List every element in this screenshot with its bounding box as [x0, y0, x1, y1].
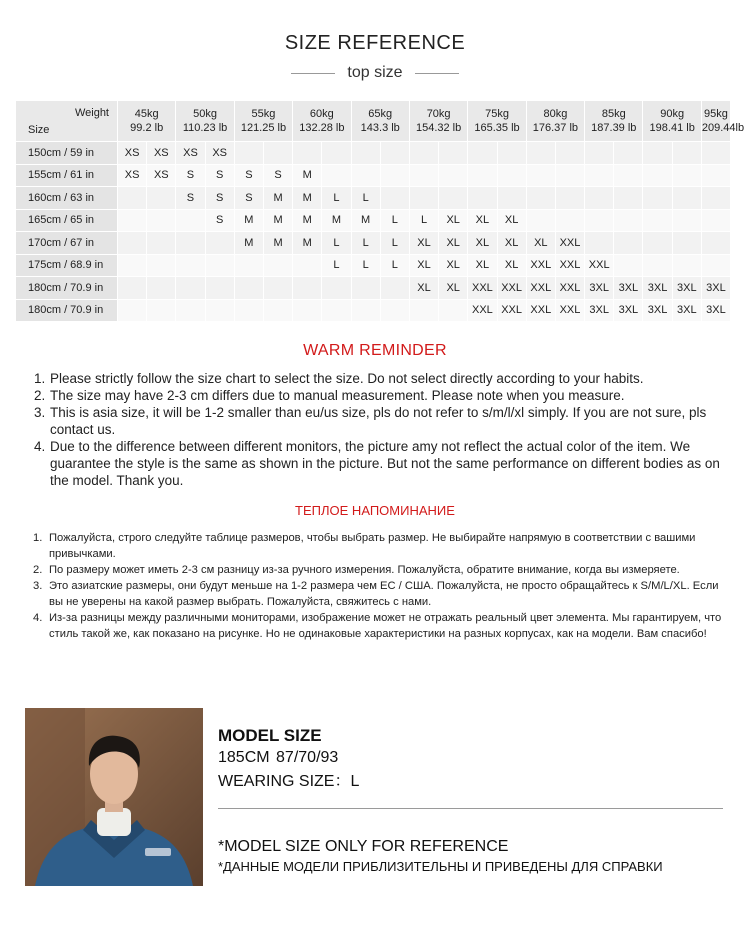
list-number: 1.: [34, 371, 46, 386]
size-cell: L: [351, 187, 380, 210]
list-text: Due to the difference between different monitors, the picture amy not reflect the actual color of the item. We guarantee the style is the same as shown in the picture. But not the same performance on different bodies as on the model. Thank you.: [50, 439, 720, 488]
size-cell: [439, 299, 468, 322]
size-cell: [176, 254, 205, 277]
size-cell: [293, 277, 322, 300]
size-cell: [643, 164, 672, 187]
size-cell: [468, 187, 497, 210]
size-cell: [614, 232, 643, 255]
weight-header: Weight: [74, 107, 109, 119]
warm-reminder-ru-item: [33, 562, 733, 578]
size-cell: [147, 187, 176, 210]
size-cell: [409, 164, 438, 187]
size-cell: [351, 299, 380, 322]
size-cell: 3XL: [672, 277, 701, 300]
size-cell: XL: [526, 232, 555, 255]
list-number: 4.: [33, 612, 43, 624]
size-cell: XS: [205, 142, 234, 165]
size-cell: [672, 164, 701, 187]
size-cell: S: [176, 164, 205, 187]
size-cell: [380, 299, 409, 322]
size-cell: S: [205, 164, 234, 187]
weight-lb: 165.35 lb: [474, 122, 520, 134]
table-corner: [16, 101, 118, 142]
size-cell: M: [263, 209, 292, 232]
list-number: 1.: [33, 532, 43, 544]
size-cell: S: [234, 164, 263, 187]
size-cell: [614, 142, 643, 165]
size-cell: M: [293, 164, 322, 187]
size-cell: [643, 254, 672, 277]
size-cell: XL: [439, 254, 468, 277]
size-cell: [585, 209, 614, 232]
list-number: 3.: [34, 405, 46, 420]
weight-lb: 110.23 lb: [182, 122, 228, 134]
table-row: [16, 277, 731, 300]
size-cell: XXL: [526, 277, 555, 300]
size-cell: [263, 254, 292, 277]
size-cell: [409, 299, 438, 322]
size-cell: M: [351, 209, 380, 232]
size-cell: XL: [439, 277, 468, 300]
subtitle-line-right: [415, 73, 459, 74]
size-cell: [234, 299, 263, 322]
size-cell: [701, 209, 730, 232]
height-label: 165cm / 65 in: [16, 209, 118, 232]
model-illustration: [25, 708, 203, 886]
size-cell: [205, 299, 234, 322]
table-header-row: [16, 101, 731, 142]
size-cell: XS: [118, 142, 147, 165]
weight-column-header: [526, 101, 584, 142]
size-cell: S: [263, 164, 292, 187]
height-label: 180cm / 70.9 in: [16, 299, 118, 322]
size-cell: [439, 187, 468, 210]
size-cell: 3XL: [701, 299, 730, 322]
warm-reminder-ru-item: [33, 530, 733, 562]
size-cell: XL: [468, 209, 497, 232]
subtitle-line-left: [291, 73, 335, 74]
weight-lb: 121.25 lb: [240, 122, 287, 134]
weight-column-header: [176, 101, 234, 142]
size-cell: XXL: [585, 254, 614, 277]
size-cell: [118, 187, 147, 210]
list-number: 2.: [34, 388, 46, 403]
size-cell: XS: [176, 142, 205, 165]
size-cell: [176, 232, 205, 255]
size-cell: [701, 164, 730, 187]
size-cell: [118, 299, 147, 322]
size-cell: 3XL: [585, 299, 614, 322]
model-wearing-size: WEARING SIZE：L: [218, 773, 360, 790]
height-label: 160cm / 63 in: [16, 187, 118, 210]
table-row: [16, 187, 731, 210]
size-cell: XXL: [555, 254, 584, 277]
size-cell: [701, 187, 730, 210]
list-text: По размеру может иметь 2-3 см разницу из-за ручного измерения. Пожалуйста, обратите внимание, когда вы измеряете.: [49, 564, 680, 576]
list-number: 2.: [33, 564, 43, 576]
size-cell: [322, 142, 351, 165]
model-divider: [218, 808, 723, 809]
weight-kg: 55kg: [251, 108, 276, 120]
size-cell: XXL: [526, 254, 555, 277]
weight-lb: 154.32 lb: [415, 122, 462, 134]
size-cell: XXL: [526, 299, 555, 322]
size-cell: [322, 164, 351, 187]
size-cell: [555, 187, 584, 210]
size-cell: [701, 254, 730, 277]
size-cell: L: [409, 209, 438, 232]
weight-lb: 187.39 lb: [591, 122, 637, 134]
weight-lb: 176.37 lb: [532, 122, 579, 134]
warm-reminder-ru-item: [33, 578, 733, 610]
size-cell: [643, 232, 672, 255]
size-cell: S: [234, 187, 263, 210]
size-cell: XL: [439, 232, 468, 255]
warm-reminder-ru-item: [33, 610, 733, 642]
size-header: Size: [28, 124, 50, 136]
weight-column-header: [409, 101, 467, 142]
size-cell: XL: [497, 232, 526, 255]
size-cell: M: [234, 209, 263, 232]
size-cell: [205, 277, 234, 300]
weight-lb: 99.2 lb: [130, 122, 164, 134]
size-cell: [555, 142, 584, 165]
size-cell: [585, 232, 614, 255]
size-cell: [526, 164, 555, 187]
warm-reminder-item: [34, 387, 724, 404]
weight-kg: 90kg: [660, 108, 685, 120]
table-row: [16, 164, 731, 187]
page-subtitle: top size: [347, 64, 403, 81]
weight-column-header: [468, 101, 526, 142]
size-cell: [643, 187, 672, 210]
size-cell: [118, 254, 147, 277]
size-cell: L: [322, 232, 351, 255]
size-cell: [176, 209, 205, 232]
size-cell: XL: [409, 232, 438, 255]
size-cell: [351, 142, 380, 165]
size-cell: [701, 232, 730, 255]
model-photo: [25, 708, 203, 886]
warm-reminder-item: [34, 438, 724, 489]
size-cell: [351, 277, 380, 300]
list-text: The size may have 2-3 cm differs due to manual measurement. Please note when you measure.: [50, 388, 625, 403]
size-cell: [555, 164, 584, 187]
list-text: This is asia size, it will be 1-2 smaller than eu/us size, pls do not refer to s/m/l/xl simply. If you are not sure, pls contact us.: [50, 405, 707, 437]
warm-reminder-list: [34, 370, 724, 489]
size-cell: [380, 277, 409, 300]
size-cell: [176, 277, 205, 300]
size-cell: M: [263, 187, 292, 210]
size-cell: XS: [147, 142, 176, 165]
size-cell: [263, 299, 292, 322]
warm-reminder-ru-list: [33, 530, 733, 642]
size-cell: M: [293, 187, 322, 210]
size-cell: [585, 187, 614, 210]
size-cell: [439, 164, 468, 187]
page-title: SIZE REFERENCE: [284, 32, 466, 54]
size-cell: [585, 142, 614, 165]
height-label: 155cm / 61 in: [16, 164, 118, 187]
size-cell: XXL: [555, 277, 584, 300]
size-cell: [205, 254, 234, 277]
weight-column-header: [293, 101, 351, 142]
size-cell: [526, 142, 555, 165]
size-cell: [672, 209, 701, 232]
table-row: [16, 299, 731, 322]
size-cell: [643, 142, 672, 165]
size-cell: M: [263, 232, 292, 255]
size-cell: [147, 254, 176, 277]
model-measurements: 185CM 87/70/93: [218, 749, 339, 766]
weight-kg: 50kg: [193, 108, 217, 120]
weight-kg: 60kg: [309, 108, 334, 120]
size-cell: XXL: [555, 232, 584, 255]
size-cell: L: [322, 254, 351, 277]
size-cell: XL: [497, 254, 526, 277]
model-reference-note: *MODEL SIZE ONLY FOR REFERENCE: [218, 838, 509, 855]
warm-reminder-item: [34, 404, 724, 438]
size-cell: [147, 277, 176, 300]
size-cell: XS: [147, 164, 176, 187]
weight-column-header: [701, 101, 745, 142]
size-cell: [263, 142, 292, 165]
list-text: Please strictly follow the size chart to select the size. Do not select directly according to your habits.: [50, 371, 644, 386]
size-cell: [234, 254, 263, 277]
size-cell: [614, 209, 643, 232]
weight-lb: 132.28 lb: [299, 122, 345, 134]
weight-column-header: [234, 101, 292, 142]
size-cell: [380, 187, 409, 210]
size-cell: XXL: [555, 299, 584, 322]
size-cell: [526, 209, 555, 232]
size-cell: [643, 209, 672, 232]
size-cell: [205, 232, 234, 255]
size-cell: XXL: [497, 277, 526, 300]
size-cell: S: [176, 187, 205, 210]
size-cell: M: [322, 209, 351, 232]
size-cell: [672, 187, 701, 210]
size-cell: [614, 164, 643, 187]
weight-column-header: [585, 101, 643, 142]
model-size-label: MODEL SIZE: [218, 726, 322, 745]
size-cell: [322, 299, 351, 322]
size-cell: [409, 187, 438, 210]
table-row: [16, 254, 731, 277]
size-cell: [351, 164, 380, 187]
table-row: [16, 232, 731, 255]
weight-column-header: [643, 101, 701, 142]
size-cell: [234, 142, 263, 165]
height-label: 180cm / 70.9 in: [16, 277, 118, 300]
warm-reminder-item: [34, 370, 724, 387]
size-cell: L: [322, 187, 351, 210]
size-cell: [614, 187, 643, 210]
size-cell: XXL: [468, 277, 497, 300]
size-cell: XL: [468, 232, 497, 255]
size-cell: [497, 187, 526, 210]
size-cell: XXL: [497, 299, 526, 322]
size-cell: [439, 142, 468, 165]
warm-reminder-title: WARM REMINDER: [303, 342, 447, 359]
size-cell: XXL: [468, 299, 497, 322]
list-number: 4.: [34, 439, 46, 454]
size-cell: 3XL: [585, 277, 614, 300]
weight-kg: 70kg: [426, 108, 451, 120]
size-cell: [672, 232, 701, 255]
size-cell: 3XL: [614, 277, 643, 300]
size-cell: L: [380, 209, 409, 232]
table-row: [16, 209, 731, 232]
size-cell: 3XL: [614, 299, 643, 322]
size-cell: L: [380, 254, 409, 277]
size-cell: [380, 164, 409, 187]
size-cell: L: [380, 232, 409, 255]
size-cell: [614, 254, 643, 277]
weight-kg: 45kg: [134, 108, 159, 120]
size-cell: [147, 232, 176, 255]
size-cell: M: [293, 209, 322, 232]
size-cell: [322, 277, 351, 300]
list-number: 3.: [33, 580, 43, 592]
weight-kg: 85kg: [601, 108, 626, 120]
size-cell: [672, 254, 701, 277]
size-cell: [147, 209, 176, 232]
size-cell: 3XL: [643, 277, 672, 300]
size-cell: S: [205, 187, 234, 210]
weight-kg: 80kg: [543, 108, 568, 120]
size-cell: [293, 299, 322, 322]
size-cell: XL: [409, 254, 438, 277]
weight-kg: 65kg: [368, 108, 393, 120]
size-cell: XL: [439, 209, 468, 232]
table-row: [16, 142, 731, 165]
weight-kg: 95kg: [704, 108, 728, 120]
size-cell: [293, 254, 322, 277]
height-label: 170cm / 67 in: [16, 232, 118, 255]
size-cell: [585, 164, 614, 187]
warm-reminder-ru-title: ТЕПЛОЕ НАПОМИНАНИЕ: [295, 503, 455, 518]
size-cell: 3XL: [643, 299, 672, 322]
size-cell: XL: [468, 254, 497, 277]
size-cell: [293, 142, 322, 165]
size-cell: [147, 299, 176, 322]
weight-lb: 209.44lb: [701, 122, 745, 134]
size-cell: L: [351, 254, 380, 277]
size-cell: [118, 232, 147, 255]
subtitle-row: [0, 62, 750, 84]
weight-kg: 75kg: [485, 108, 509, 120]
height-label: 175cm / 68.9 in: [16, 254, 118, 277]
size-cell: S: [205, 209, 234, 232]
weight-column-header: [118, 101, 176, 142]
size-cell: 3XL: [672, 299, 701, 322]
list-text: Из-за разницы между различными мониторами, изображение может не отражать реальный цвет элемента. Мы гарантируем, что стиль такой же, как показано на рисунке. Но не одинаковые характеристики на разных корпусах, как на модели. Вам спасибо!: [49, 612, 722, 640]
size-cell: [176, 299, 205, 322]
size-cell: M: [293, 232, 322, 255]
list-text: Это азиатские размеры, они будут меньше на 1-2 размера чем ЕС / США. Пожалуйста, не просто обращайтесь к S/M/L/XL. Если вы не уверены на какой размер выбрать. Пожалуйста, свяжитесь с нами.: [49, 580, 719, 608]
size-cell: [468, 164, 497, 187]
size-cell: XS: [118, 164, 147, 187]
height-label: 150cm / 59 in: [16, 142, 118, 165]
size-cell: [701, 142, 730, 165]
size-cell: [497, 142, 526, 165]
size-cell: XL: [409, 277, 438, 300]
size-cell: XL: [497, 209, 526, 232]
size-cell: M: [234, 232, 263, 255]
weight-column-header: [351, 101, 409, 142]
weight-lb: 143.3 lb: [360, 122, 400, 134]
list-text: Пожалуйста, строго следуйте таблице размеров, чтобы выбрать размер. Не выбирайте напрямую в соответствии с вашими привычками.: [49, 532, 696, 560]
size-cell: [526, 187, 555, 210]
size-cell: [234, 277, 263, 300]
size-cell: [497, 164, 526, 187]
size-cell: [672, 142, 701, 165]
size-cell: [263, 277, 292, 300]
size-cell: [118, 277, 147, 300]
size-table: [15, 100, 745, 322]
size-cell: L: [351, 232, 380, 255]
size-cell: [468, 142, 497, 165]
weight-lb: 198.41 lb: [649, 122, 695, 134]
size-cell: [555, 209, 584, 232]
size-cell: 3XL: [701, 277, 730, 300]
size-cell: [380, 142, 409, 165]
size-cell: [118, 209, 147, 232]
size-cell: [409, 142, 438, 165]
model-reference-note-ru: *ДАННЫЕ МОДЕЛИ ПРИБЛИЗИТЕЛЬНЫ И ПРИВЕДЕНЫ ДЛЯ СПРАВКИ: [218, 859, 663, 874]
